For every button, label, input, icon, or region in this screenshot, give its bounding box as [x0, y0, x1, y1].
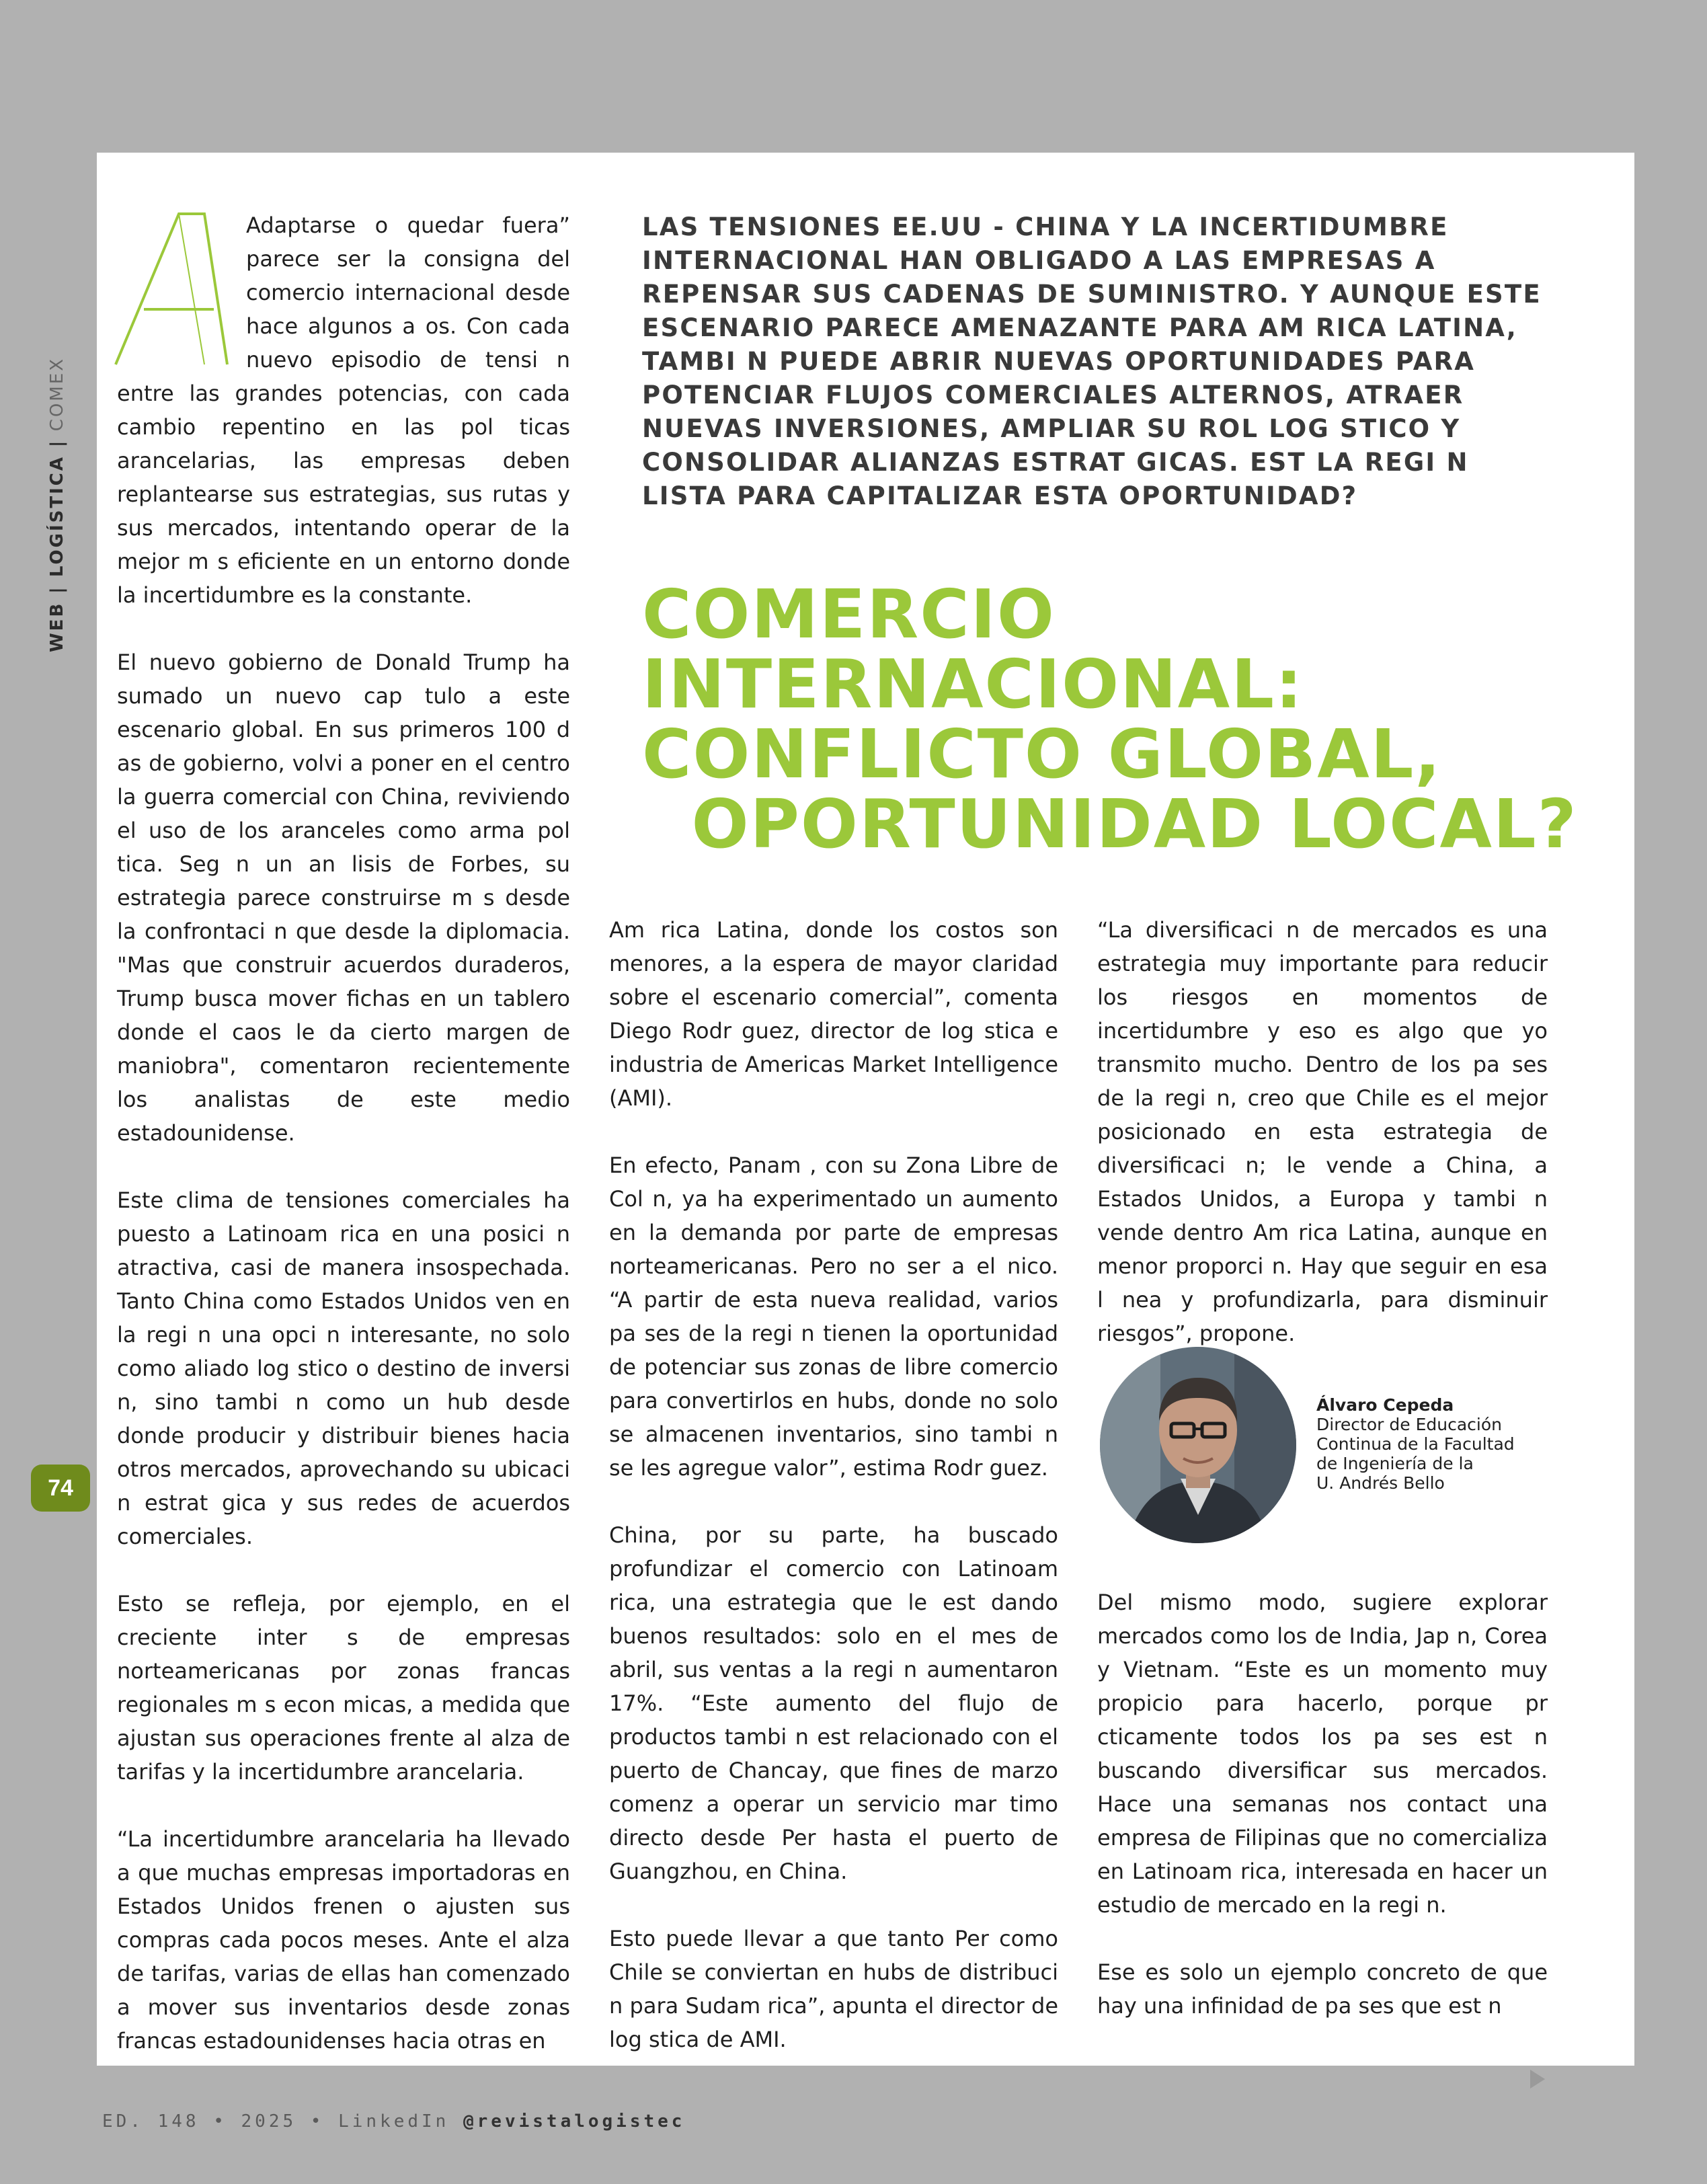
column-2: [609, 913, 1058, 2056]
caption-role: de Ingeniería de la: [1316, 1454, 1474, 1473]
paragraph: El nuevo gobierno de Donald Trump ha sumado un nuevo cap tulo a este escenario global. En sus primeros 100 d as de gobierno, volvi a poner en el centro la guerra comercial con China, reviviendo el uso de los aranceles como arma pol tica. Seg n un an lisis de Forbes, su estrategia parece construirse m s desde la confrontaci n que desde la diplomacia. "Mas que construir acuerdos duraderos, Trump busca mover fichas en un tablero donde el caos le da cierto margen de maniobra", comentaron recientemente los analistas de este medio estadounidense.: [117, 650, 570, 1146]
title-line: CONFLICTO GLOBAL,: [642, 715, 1442, 793]
paragraph: “La incertidumbre arancelaria ha llevado a que muchas empresas importadoras en Estados Unidos frenen o ajusten sus compras cada pocos meses. Ante el alza de tarifas, varias de ellas han comenzado a mover sus inventarios desde zonas francas estadounidenses hacia otras en: [117, 1826, 570, 2054]
paragraph: Adaptarse o quedar fuera” parece ser la consigna del comercio internacional desde hace algunos a os. Con cada nuevo episodio de tensi n entre las grandes potencias, con cada cambio repentino en las pol ticas arancelarias, las empresas deben replantearse sus estrategias, sus rutas y sus mercados, intentando operar de la mejor m s eficiente en un entorno donde la incertidumbre es la constante.: [117, 212, 570, 608]
article-lead: LAS TENSIONES EE.UU - CHINA Y LA INCERTIDUMBRE INTERNACIONAL HAN OBLIGADO A LAS EMPRESAS A REPENSAR SUS CADENAS DE SUMINISTRO. Y AUNQUE ESTE ESCENARIO PARECE AMENAZANTE PARA AM RICA LATINA, TAMBI N PUEDE ABRIR NUEVAS OPORTUNIDADES PARA POTENCIAR FLUJOS COMERCIALES ALTERNOS, ATRAER NUEVAS INVERSIONES, AMPLIAR SU ROL LOG STICO Y CONSOLIDAR ALIANZAS ESTRAT GICAS. EST LA REGI N LISTA PARA CAPITALIZAR ESTA OPORTUNIDAD?: [642, 212, 1542, 510]
paragraph: Ese es solo un ejemplo concreto de que hay una infinidad de pa ses que est n: [1097, 1959, 1548, 2019]
title-line: OPORTUNIDAD LOCAL?: [642, 785, 1578, 863]
section-label: WEB | LOGÍSTICA | COMEX: [47, 356, 67, 652]
column-3-top: [1097, 913, 1548, 1350]
title-line: COMERCIO: [642, 575, 1056, 654]
article-title: [642, 575, 1578, 863]
column-3-bottom: [1097, 1586, 1548, 2023]
footer-edition: ED. 148 • 2025 • LinkedIn: [102, 2111, 463, 2132]
next-page-arrow-icon[interactable]: [1530, 2070, 1545, 2089]
drop-cap-a-icon: [113, 208, 234, 370]
photo-caption: [1316, 1395, 1545, 1493]
footer-handle[interactable]: @revistalogistec: [463, 2111, 686, 2132]
person-portrait-icon: [1100, 1347, 1296, 1543]
column-1: [117, 208, 570, 2058]
paragraph: Del mismo modo, sugiere explorar mercados como los de India, Jap n, Corea y Vietnam. “Este es un momento muy propicio para hacerlo, porque pr cticamente todos los pa ses est n buscando diversificar sus mercados. Hace una semanas nos contact una empresa de Filipinas que no comercializa en Latinoam rica, interesada en hacer un estudio de mercado en la regi n.: [1097, 1590, 1548, 1918]
page-number: 74: [31, 1465, 90, 1512]
title-line: INTERNACIONAL:: [642, 645, 1304, 724]
paragraph: Esto puede llevar a que tanto Per como Chile se conviertan en hubs de distribuci n para Sudam rica”, apunta el director de log stica de AMI.: [609, 1926, 1058, 2052]
paragraph: “La diversificaci n de mercados es una estrategia muy importante para reducir los riesgos en momentos de incertidumbre y eso es algo que yo transmito mucho. Dentro de los pa ses de la regi n, creo que Chile es el mejor posicionado en esta estrategia de diversificaci n; le vende a China, a Estados Unidos, a Europa y tambi n vende dentro Am rica Latina, aunque en menor proporci n. Hay que seguir en esa l nea y profundizarla, para disminuir riesgos”, propone.: [1097, 917, 1548, 1346]
paragraph: China, por su parte, ha buscado profundizar el comercio con Latinoam rica, una estrategia que le est dando buenos resultados: solo en el mes de abril, sus ventas a la regi n aumentaron 17%. “Este aumento del flujo de productos tambi n est relacionado con el puerto de Chancay, que fines de marzo comenz a operar un servicio mar timo directo desde Per hasta el puerto de Guangzhou, en China.: [609, 1522, 1058, 1884]
paragraph: Am rica Latina, donde los costos son menores, a la espera de mayor claridad sobre el escenario comercial”, comenta Diego Rodr guez, director de log stica e industria de Americas Market Intelligence (AMI).: [609, 917, 1058, 1111]
portrait-photo: [1100, 1347, 1296, 1543]
paragraph: Este clima de tensiones comerciales ha puesto a Latinoam rica en una posici n atractiva, casi de manera insospechada. Tanto China como Estados Unidos ven en la regi n una opci n interesante, no solo como aliado log stico o destino de inversi n, sino tambi n como un hub desde donde producir y distribuir bienes hacia otros mercados, aprovechando su ubicaci n estrat gica y sus redes de acuerdos comerciales.: [117, 1187, 570, 1549]
footer: [102, 2111, 685, 2132]
caption-role: Continua de la Facultad: [1316, 1434, 1515, 1454]
paragraph: En efecto, Panam , con su Zona Libre de Col n, ya ha experimentado un aumento en la demanda por parte de empresas norteamericanas. Pero no ser a el nico. “A partir de esta nueva realidad, varios pa ses de la regi n tienen la oportunidad de potenciar sus zonas de libre comercio para convertirlos en hubs, donde no solo se almacenen inventarios, sino tambi n se les agregue valor”, estima Rodr guez.: [609, 1153, 1058, 1481]
caption-role: U. Andrés Bello: [1316, 1473, 1445, 1493]
caption-role: Director de Educación: [1316, 1415, 1502, 1434]
paragraph: Esto se refleja, por ejemplo, en el creciente inter s de empresas norteamericanas por zonas francas regionales m s econ micas, a medida que ajustan sus operaciones frente al alza de tarifas y la incertidumbre arancelaria.: [117, 1591, 570, 1785]
caption-name: Álvaro Cepeda: [1316, 1395, 1454, 1415]
